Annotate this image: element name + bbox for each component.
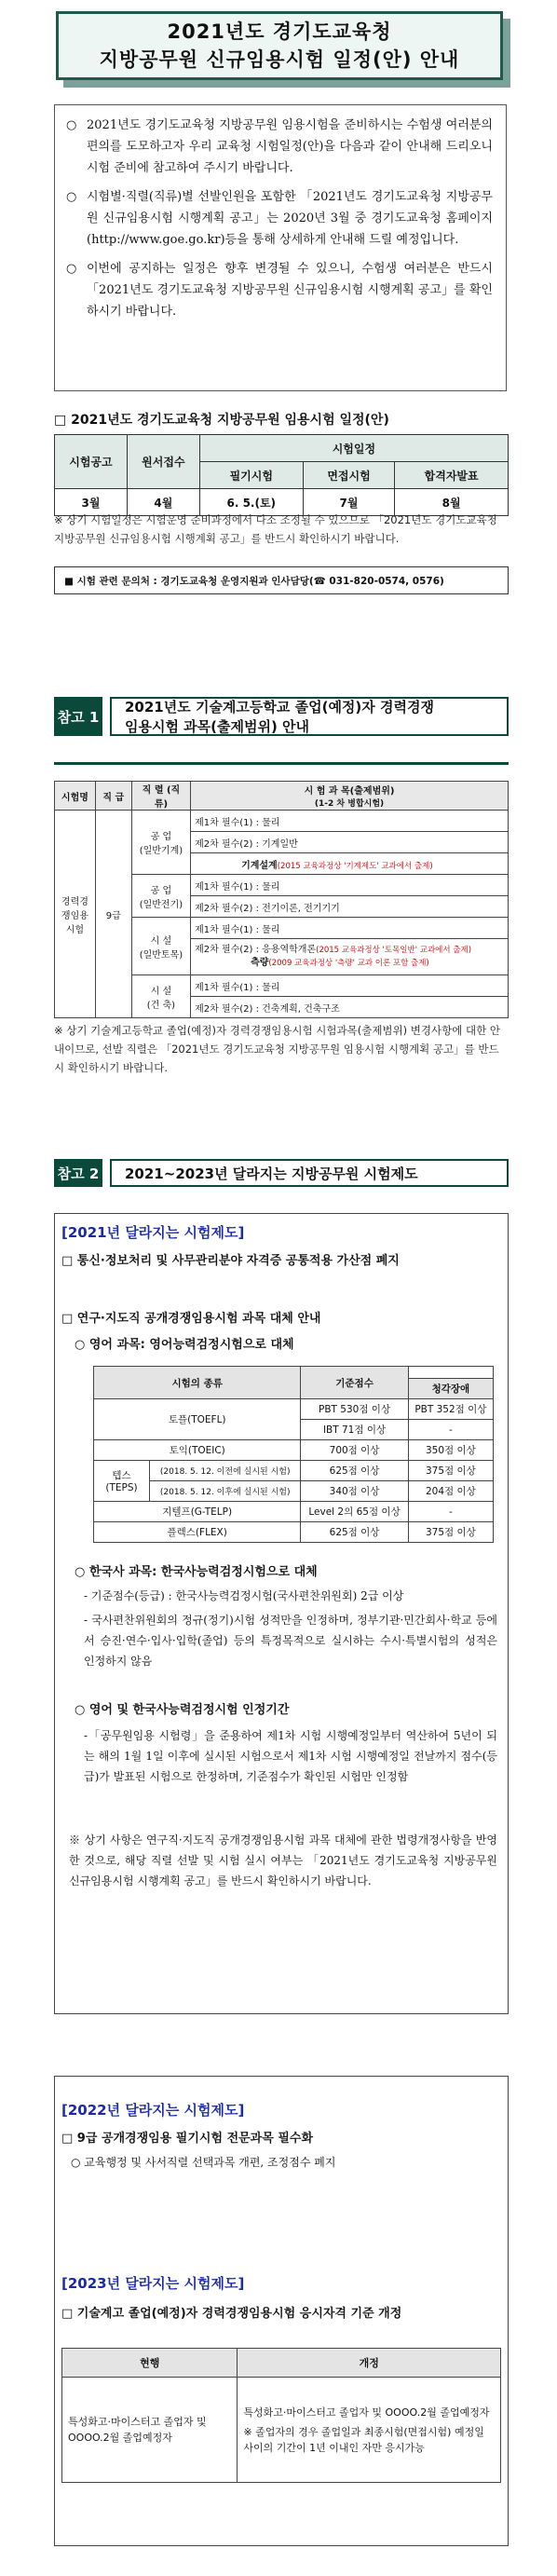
ref1-tag: 참고 1 xyxy=(54,697,102,736)
subject-cell: 제2차 필수(2) : 건축계획, 건축구조 xyxy=(191,997,509,1018)
score-cell: - xyxy=(408,1502,493,1522)
schedule-note: ※ 상기 시험일정은 시험운영 준비과정에서 다소 조정될 수 있으므로 「2021년도 경기도교육청 지방공무원 신규임용시험 시행계획 공고」를 반드시 확인하시기 바랍니다. xyxy=(54,513,497,545)
grade-cell: 9급 xyxy=(95,811,131,1018)
header-cell: 청각장애 xyxy=(408,1379,493,1399)
header-cell: 기준점수 xyxy=(301,1367,408,1399)
header-cell: 시험명 xyxy=(55,782,96,811)
title-banner xyxy=(56,11,510,88)
test-period: (2018. 5. 12. 이전에 실시된 시험) xyxy=(150,1461,301,1481)
subject-cell: 제1차 필수(1) : 물리 xyxy=(191,811,509,832)
header-cell: 개정 xyxy=(238,2349,501,2378)
subject-cell: 제1차 필수(1) : 물리 xyxy=(191,875,509,896)
schedule-table xyxy=(54,434,509,516)
subject-table xyxy=(54,781,509,1018)
intro-item: ○ 시험별·직렬(직류)별 선발인원을 포함한 「2021년도 경기도교육청 지방공무원 신규임용시험 시행계획 공고」는 2020년 3월 중 경기도교육청 홈페이지(http://www.goe.go.kr)등을 통해 상세하게 안내해 드릴 예정입니다. xyxy=(66,190,493,247)
ref2-tag: 참고 2 xyxy=(54,1159,102,1187)
field-cell: 공 업 (일반기계) xyxy=(131,811,190,875)
year-2023-heading: [2023년 달라지는 시험제도] xyxy=(61,2275,245,2292)
subject-cell: 기계설계(2015 교육과정상 '기계제도' 교과에서 출제) xyxy=(191,853,509,875)
score-cell: 375점 이상 xyxy=(408,1461,493,1481)
ref2-sub3: ○ 영어 및 한국사능력검정시험 인정기간 xyxy=(75,1703,290,1717)
subject-cell: 제2차 필수(2) : 기계일반 xyxy=(191,832,509,853)
header-cell: 필기시험 xyxy=(199,462,303,489)
ref3-bullet2: □ 기술계고 졸업(예정)자 경력경쟁임용시험 응시자격 기준 개정 xyxy=(61,2307,402,2321)
ref3-bullet1: □ 9급 공개경쟁임용 필기시험 전문과목 필수화 xyxy=(61,2132,314,2146)
ref2-bullet2: □ 연구·지도직 공개경쟁임용시험 과목 대체 안내 xyxy=(61,1312,321,1326)
value-cell: 4월 xyxy=(127,489,199,516)
intro-item: ○ 2021년도 경기도교육청 지방공무원 임용시험을 준비하시는 수험생 여러분의 편의를 도모하고자 우리 교육청 시험일정(안)을 다음과 같이 안내해 드리오니 시험 준비에 참고하여 주시기 바랍니다. xyxy=(66,118,493,175)
year-2021-heading: [2021년 달라지는 시험제도] xyxy=(61,1224,245,1241)
test-name: 토플(TOEFL) xyxy=(94,1399,301,1440)
year-2022-heading: [2022년 달라지는 시험제도] xyxy=(61,2102,245,2119)
title-box xyxy=(56,11,503,80)
subject-cell: 제2차 필수(2) : 전기이론, 전기기기 xyxy=(191,896,509,918)
test-name: 토익(TOEIC) xyxy=(94,1440,301,1461)
score-cell: 625점 이상 xyxy=(301,1461,408,1481)
score-cell: 700점 이상 xyxy=(301,1440,408,1461)
value-cell: 3월 xyxy=(55,489,128,516)
score-cell: 204점 이상 xyxy=(408,1481,493,1502)
ref2-note: ※ 상기 사항은 연구직·지도직 공개경쟁임용시험 과목 대체에 관한 법령개정사항을 반영한 것으로, 해당 직렬 선발 및 시험 실시 여부는 「2021년도 경기도교육청 지방공무원 신규임용시험 시행계획 공고」를 반드시 확인하시기 바랍니다. xyxy=(69,1833,497,1888)
english-test-table xyxy=(93,1366,494,1543)
header-cell xyxy=(408,1367,493,1379)
test-name: 텝스 (TEPS) xyxy=(94,1461,150,1502)
ref2-sub2: ○ 한국사 과목: 한국사능력검정시험으로 대체 xyxy=(75,1565,318,1579)
revised-rule: 특성화고·마이스터고 졸업자 및 OOOO.2월 졸업예정자 ※ 졸업자의 경우 졸업일과 최종시험(면접시험) 예정일 사이의 기간이 1년 이내인 자만 응시가능 xyxy=(238,2378,501,2483)
header-cell: 시험일정 xyxy=(199,435,508,462)
score-cell: 350점 이상 xyxy=(408,1440,493,1461)
score-cell: - xyxy=(408,1420,493,1440)
schedule-heading: □ 2021년도 경기도교육청 지방공무원 임용시험 일정(안) xyxy=(54,413,389,428)
intro-item: ○ 이번에 공지하는 일정은 향후 변경될 수 있으니, 수험생 여러분은 반드시 「2021년도 경기도교육청 지방공무원 신규임용시험 시행계획 공고」를 확인하시기 바랍니다. xyxy=(66,262,493,319)
test-name: 지텔프(G-TELP) xyxy=(94,1502,301,1522)
subject-cell: 제1차 필수(1) : 물리 xyxy=(191,918,509,939)
subject-cell: 제1차 필수(1) : 물리 xyxy=(191,975,509,997)
ref1-title-line1: 2021년도 기술계고등학교 졸업(예정)자 경력경쟁 xyxy=(125,699,434,716)
exam-cell: 경력경쟁임용시험 xyxy=(55,811,96,1018)
header-cell: 면접시험 xyxy=(303,462,395,489)
contact-box: ■ 시험 관련 문의처 : 경기도교육청 운영지원과 인사담당(☎ 031-820-0574, 0576) xyxy=(54,566,509,594)
ref2-title: 2021~2023년 달라지는 지방공무원 시험제도 xyxy=(110,1159,509,1187)
value-cell: 6. 5.(토) xyxy=(199,489,303,516)
ref2-sub1: ○ 영어 과목: 영어능력검정시험으로 대체 xyxy=(75,1338,294,1352)
score-cell: PBT 530점 이상 xyxy=(301,1399,408,1420)
score-cell: Level 2의 65점 이상 xyxy=(301,1502,408,1522)
ref2-sub2a: - 기준점수(등급) : 한국사능력검정시험(국사편찬위원회) 2급 이상 xyxy=(84,1589,404,1602)
field-cell: 시 설 (일반토목) xyxy=(131,918,190,975)
intro-box xyxy=(54,104,507,391)
test-period: (2018. 5. 12. 이후에 실시된 시험) xyxy=(150,1481,301,1502)
score-cell: 375점 이상 xyxy=(408,1522,493,1543)
score-cell: 340점 이상 xyxy=(301,1481,408,1502)
ref3-bullet1a: ○ 교육행정 및 사서직렬 선택과목 개편, 조정점수 폐지 xyxy=(71,2156,336,2169)
test-name: 플렉스(FLEX) xyxy=(94,1522,301,1543)
divider xyxy=(54,762,509,765)
header-cell: 직 급 xyxy=(95,782,131,811)
header-cell: 원서접수 xyxy=(127,435,199,489)
header-cell: 직 렬 (직 류) xyxy=(131,782,190,811)
header-cell: 시 험 과 목(출제범위) (1-2 차 병합시험) xyxy=(191,782,509,811)
header-cell: 합격자발표 xyxy=(395,462,509,489)
ref1-title xyxy=(110,697,509,736)
score-cell: 625점 이상 xyxy=(301,1522,408,1543)
score-cell: PBT 352점 이상 xyxy=(408,1399,493,1420)
ref2-bullet1: □ 통신·정보처리 및 사무관리분야 자격증 공통적용 가산점 폐지 xyxy=(61,1254,400,1268)
current-rule: 특성화고·마이스터고 졸업자 및 OOOO.2월 졸업예정자 xyxy=(62,2378,238,2483)
title-line2: 지방공무원 신규임용시험 일정(안) 안내 xyxy=(99,48,460,71)
ref1-note: ※ 상기 기술계고등학교 졸업(예정)자 경력경쟁임용시험 시험과목(출제범위) 변경사항에 대한 안내이므로, 선발 직렬은 「2021년도 경기도교육청 지방공무원 임용시험 시행계획 공고」를 반드시 확인하시기 바랍니다. xyxy=(54,1024,500,1074)
header-cell: 시험공고 xyxy=(55,435,128,489)
ref1-title-line2: 임용시험 과목(출제범위) 안내 xyxy=(125,718,310,735)
title-line1: 2021년도 경기도교육청 xyxy=(167,20,392,43)
header-cell: 현행 xyxy=(62,2349,238,2378)
eligibility-table xyxy=(61,2348,501,2483)
value-cell: 8월 xyxy=(395,489,509,516)
ref2-sub2b: - 국사편찬위원회의 정규(정기)시험 성적만을 인정하며, 정부기관·민간회사·학교 등에서 승진·연수·입사·입학(졸업) 등의 특정목적으로 실시하는 수시·특별시험의 성적은 인정하지 않음 xyxy=(84,1614,497,1668)
ref2-sub3a: -「공무원임용 시험령」을 준용하여 제1차 시험 시행예정일부터 역산하여 5년이 되는 해의 1월 1일 이후에 실시된 시험으로서 제1차 시험 시행예정일 전날까지 점수(등급)가 발표된 시험으로 한정하며, 기준점수가 확인된 시험만 인정함 xyxy=(84,1729,497,1783)
subject-cell: 제2차 필수(2) : 응용역학개론(2015 교육과정상 '토목일반' 교과에서 출제) 측량(2009 교육과정상 '측량' 교과 이론 포함 출제) xyxy=(191,939,509,975)
field-cell: 공 업 (일반전기) xyxy=(131,875,190,918)
field-cell: 시 설 (건 축) xyxy=(131,975,190,1018)
score-cell: IBT 71점 이상 xyxy=(301,1420,408,1440)
value-cell: 7월 xyxy=(303,489,395,516)
header-cell: 시험의 종류 xyxy=(94,1367,301,1399)
